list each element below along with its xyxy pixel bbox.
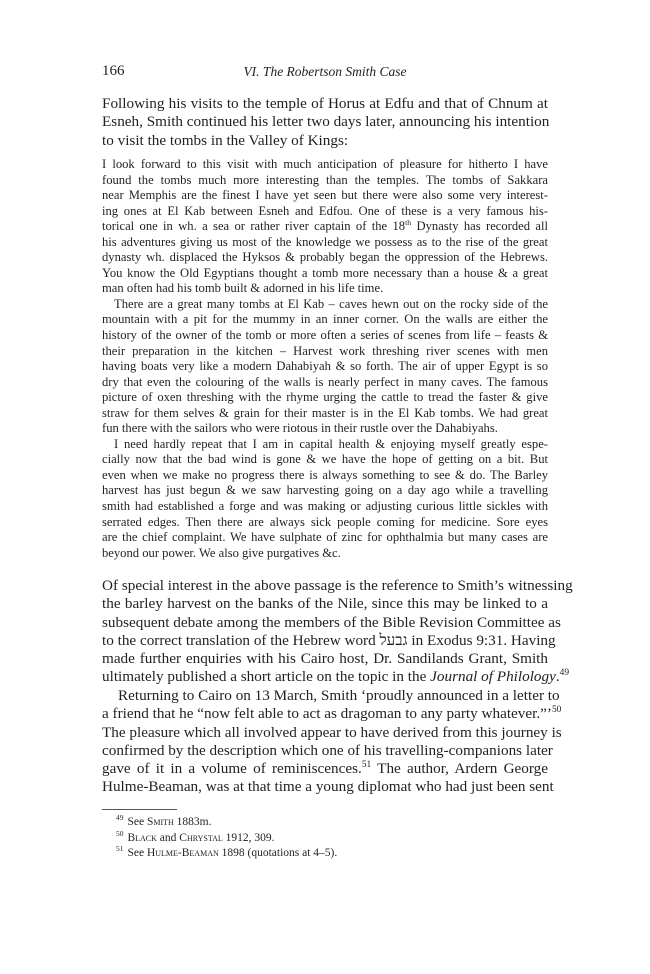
body-paragraph-3 [102,687,562,797]
text-line: You know the Old Egyptians thought a tomb more necessary than a house & a great [102,265,548,280]
footnote-ref-50[interactable]: 50 [551,705,562,716]
text-line: straw for them selves & grain for their master is in the El Kab tombs. We had great [102,405,548,420]
text-line: There are a great many tombs at El Kab – caves hewn out on the rocky side of the [114,296,548,311]
footnote-49: $^{49}$ See Smith 1883m. [116,813,212,828]
ordinal-superscript: th [405,218,412,227]
text-line: mountain with a pit for the mummy in an inner corner. On the walls are either the [102,312,548,327]
page-number: 166 [102,63,125,79]
text-line: to visit the tombs in the Valley of Kings: [102,131,349,149]
text-line: dry that even the colouring of the walls is nearly perfect in many caves. The famous [102,374,548,389]
footnote-ref-51[interactable]: 51 [361,760,372,771]
text-line: Following his visits to the temple of Horus at Edfu and that of Chnum at [102,95,548,112]
running-title: VI. The Robertson Smith Case [243,64,407,79]
text-line: Of special interest in the above passage is the reference to Smith’s witnessing [102,577,573,594]
text-line: ultimately published a short article on the topic in the Journal of Philology.$^{49}$ [102,668,570,686]
text-line: Esneh, Smith continued his letter two days later, announcing his intention [102,113,550,131]
text-line: confirmed by the description which one of his travelling-companions later [102,741,553,759]
text-line: I look forward to this visit with much anticipation of pleasure for hitherto I have [102,157,548,171]
quote-paragraph-1 [102,157,548,297]
text-line: a friend that he “now felt able to act as dragoman to any party whatever.”’$^{50}$ [102,705,562,723]
text-line: The pleasure which all involved appear to have derived from this journey is [102,723,562,741]
quote-paragraph-2 [102,297,548,437]
text-line: subsequent debate among the members of the Bible Revision Committee as [102,613,561,631]
text-line: torical one in wh. a sea or rather river captain of the 18th Dynasty has recorded all [102,218,548,234]
text-line: made further enquiries with his Cairo host, Dr. Sandilands Grant, Smith [102,650,548,668]
text-line: even when we make no progress there is always something to see & do. The Barley [102,467,548,482]
text-line: history of the owner of the tomb or more often a series of scenes from life – feasts & [102,328,548,343]
text-line: smith had established a forge and was making or adjusting curious little sickles with [102,499,548,514]
text-line: harvest has just begun & we saw harvesting going on a day ago while a travelling [102,483,548,498]
footnote-ref-49[interactable]: 49 [559,668,570,679]
intro-paragraph [102,95,548,150]
footnote-50: $^{50}$ Black and Chrystal 1912, 309. [116,828,275,844]
footnotes [102,815,548,862]
text-line: fun there with the sailors who were riotous in their rustle over the Dahabiyahs. [102,421,498,436]
text-line: beyond our power. We also give purgatives &c. [102,545,341,560]
text-line: ing ones at El Kab between Esneh and Edfou. One of these is a very famous his- [102,203,548,218]
text-line: man often had his tomb built & adorned in his life time. [102,281,384,296]
footnote-51: $^{51}$ See Hulme-Beaman 1898 (quotations at 4–5). [116,844,338,859]
body-paragraph-2 [102,577,573,687]
text-line: cially now that the bad wind is gone & we have the hope of getting on a bit. But [102,452,548,467]
text-line: are the chief complaint. We have sulphate of zinc for ophthalmia but many cases are [102,530,548,545]
block-quote [102,157,548,561]
text-line: near Memphis are the finest I have yet seen but there were also some very interest- [102,188,548,203]
quote-paragraph-3 [102,437,548,561]
text-line: to the correct translation of the Hebrew word גבעל in Exodus 9:31. Having [102,631,556,649]
text-line: the barley harvest on the banks of the Nile, since this may be linked to a [102,595,548,613]
text-line: gave of it in a volume of reminiscences.$^{51}$ The author, Ardern George [102,760,548,778]
text-line: found the tombs much more interesting than the temples. The tombs of Sakkara [102,172,548,187]
text-line: picture of oxen threshing with the rhyme urging the cattle to tread the faster & give [102,390,548,405]
running-header [102,63,548,83]
text-line: Hulme-Beaman, was at that time a young diplomat who had just been sent [102,778,554,796]
text-line: having boats very like a modern Dahabiyah & so forth. The air of upper Egypt is so [102,359,548,374]
text-line: serrated edges. Then there are always sick people coming for medicine. Sore eyes [102,514,548,529]
text-line: his adventures giving us most of the knowledge we possess as to the rise of the great [102,234,548,249]
journal-title: Journal of Philology [430,668,556,686]
text-line: dynasty wh. displaced the Hyksos & probably began the oppression of the Hebrews. [102,250,548,265]
text-line: their preparation in the kitchen – Harvest work threshing river scenes with men [102,343,548,358]
footnote-divider [102,809,177,810]
hebrew-word: גבעל [379,631,408,649]
text-line: I need hardly repeat that I am in capital health & enjoying myself greatly espe- [114,436,548,451]
text-line: Returning to Cairo on 13 March, Smith ‘proudly announced in a letter to [118,687,560,704]
